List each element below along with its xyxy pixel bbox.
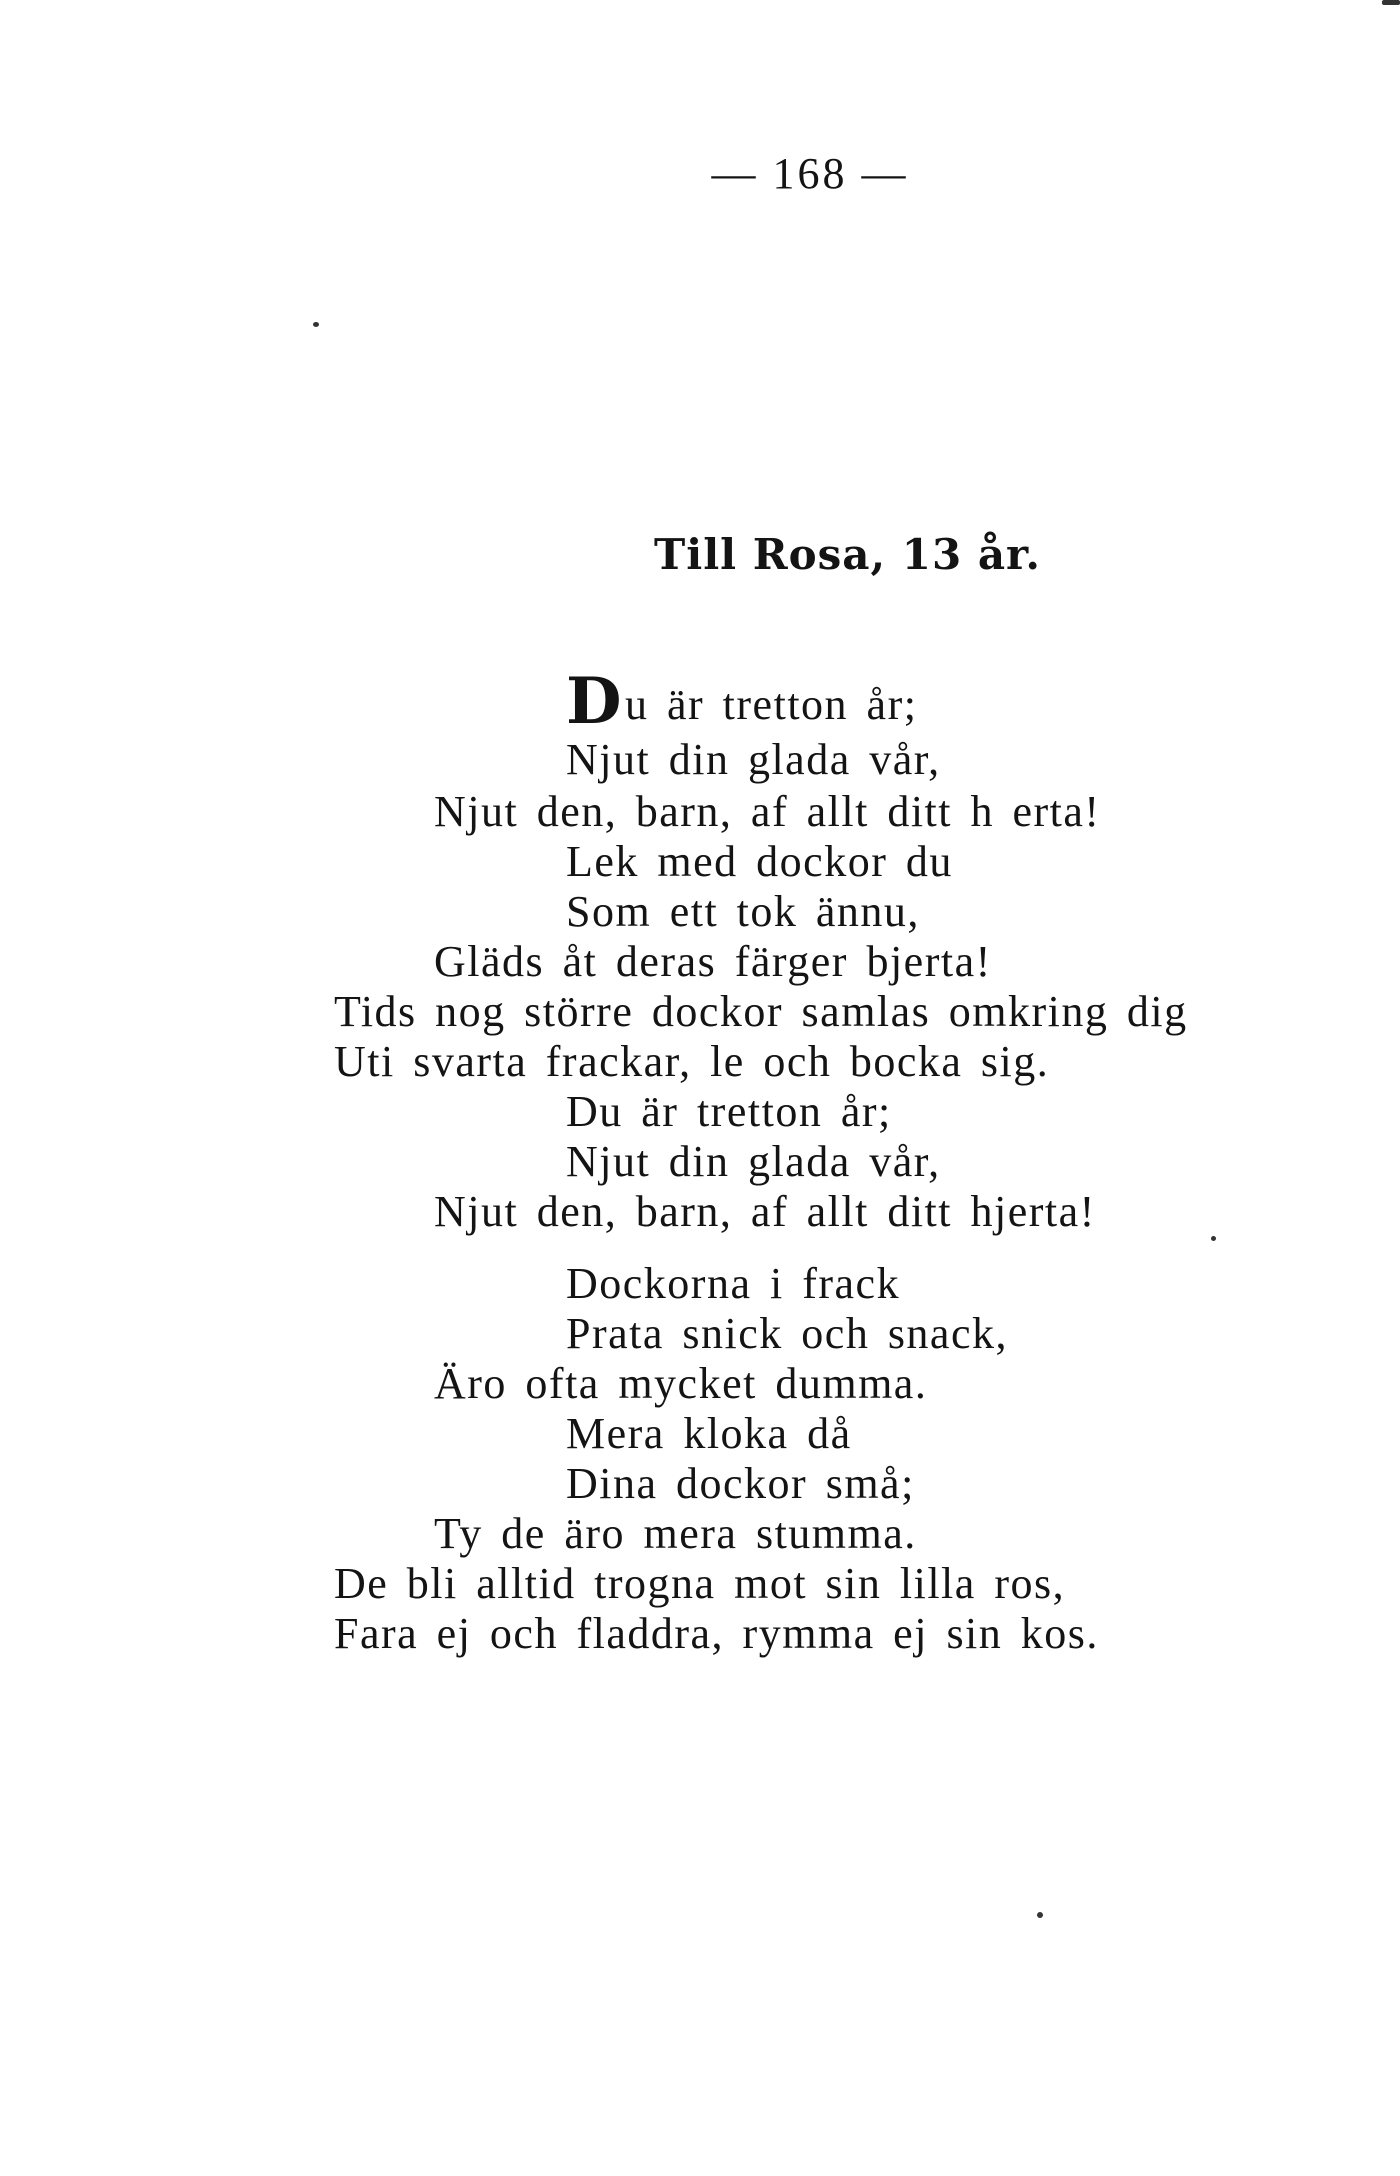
poem-line: Tids nog större dockor samlas omkring dig	[334, 987, 1188, 1036]
poem-line: Dina dockor små;	[566, 1459, 915, 1508]
poem-line: Du är tretton år;	[566, 1087, 892, 1136]
poem-line: De bli alltid trogna mot sin lilla ros,	[334, 1559, 1066, 1608]
poem-line: Njut din glada vår,	[566, 735, 941, 784]
poem-title: Till Rosa, 13 år.	[654, 530, 1041, 579]
poem-line: Njut den, barn, af allt ditt hjerta!	[434, 1187, 1096, 1236]
poem-line: Uti svarta frackar, le och bocka sig.	[334, 1037, 1050, 1086]
poem-line: Njut din glada vår,	[566, 1137, 941, 1186]
scan-speck	[1211, 1236, 1216, 1241]
poem-line: Äro ofta mycket dumma.	[434, 1359, 928, 1408]
poem-line: Du är tretton år;	[566, 664, 918, 739]
drop-cap: D	[566, 664, 623, 739]
page-number: — 168 —	[711, 149, 909, 198]
poem-line: Fara ej och fladdra, rymma ej sin kos.	[334, 1609, 1099, 1658]
poem-line: Mera kloka då	[566, 1409, 852, 1458]
scan-speck	[313, 322, 319, 327]
scan-speck	[1037, 1912, 1043, 1918]
poem-line: Ty de äro mera stumma.	[434, 1509, 917, 1558]
poem-line: Dockorna i frack	[566, 1259, 901, 1308]
poem-line: Prata snick och snack,	[566, 1309, 1008, 1358]
poem-line: Som ett tok ännu,	[566, 887, 920, 936]
poem-line: Lek med dockor du	[566, 837, 953, 886]
poem-line: Gläds åt deras färger bjerta!	[434, 937, 992, 986]
poem-line: Njut den, barn, af allt ditt h erta!	[434, 787, 1101, 836]
scan-speck	[1382, 0, 1400, 5]
